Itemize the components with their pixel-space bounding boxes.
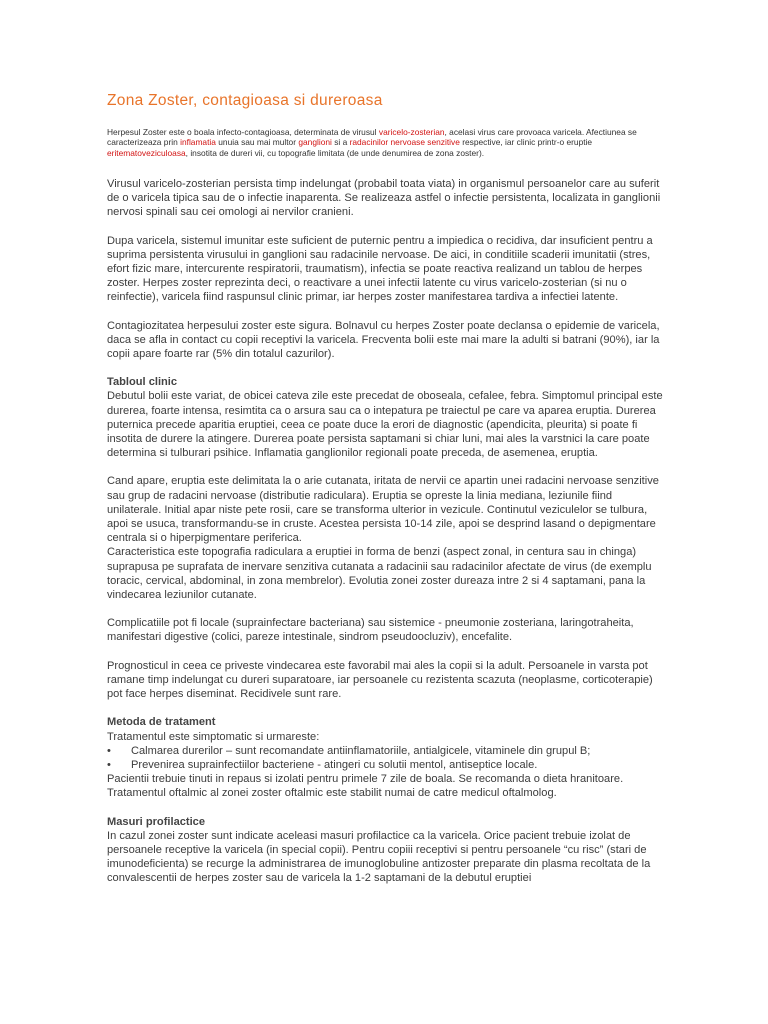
list-item-text: Calmarea durerilor – sunt recomandate antiinflamatoriile, antialgicele, vitaminele din grupul B; [131, 744, 591, 757]
heading-treatment: Metoda de tratament [107, 716, 216, 729]
paragraph-contagiousness: Contagiozitatea herpesului zoster este sigura. Bolnavul cu herpes Zoster poate declansa o epidemie de varicela, daca se afla in contact cu copii receptivi la varicela. Frecventa bolii este mai mare la adulti si batrani (90%), iar la copii apare foarte rar (5% din totalul cazurilor). [107, 319, 660, 361]
intro-text: unuia sau mai multor [215, 137, 299, 148]
intro-paragraph [107, 127, 667, 158]
paragraph-prevention: In cazul zonei zoster sunt indicate aceleasi masuri profilactice ca la varicela. Orice pacient trebuie izolat de persoanele receptive la varicela (in special copii). Pentru copiii receptivi si pentru persoanele “cu risc” (stari de imunodeficienta) se recurge la administrarea de imunoglobuline antizoster preparate din plasma recoltata de la convalescentii de herpes zoster sau de varicela la 1-2 saptamani de la debutul eruptiei [107, 829, 651, 885]
paragraph-eruption: Cand apare, eruptia este delimitata la o arie cutanata, iritata de nervii ce apartin unei radacini nervoase senzitive sau grup de radacini nervoase (distributie radiculara). Eruptia se opreste la linia mediana, leziunile fiind unilaterale. Initial apar niste pete rosii, care se transforma ulterior in vezicule. Continutul veziculelor se tulbura, apoi se usuca, transformandu-se in cruste. Acestea persista 10-14 zile, apoi se desprind lasand o depigmentare centrala si o hiperpigmentare periferica. [107, 475, 659, 545]
heading-prevention: Masuri profilactice [107, 815, 206, 828]
intro-highlight: radacinilor nervoase senzitive [349, 137, 460, 148]
paragraph-topography: Caracteristica este topografia radiculara a eruptiei in forma de benzi (aspect zonal, in centura sau in chinga) suprapusa pe suprafata de inervare senzitiva cutanata a radacinii sau radacinilor afectate de virus (de exemplu toracic, cervical, abdominal, in zona membrelor). Evolutia zonei zoster dureaza intre 2 si 4 saptamani, pana la vindecarea leziunilor cutanate. [107, 546, 652, 602]
heading-clinical-picture: Tabloul clinic [107, 376, 178, 389]
list-item [107, 758, 663, 772]
bullet-marker: • [107, 744, 111, 757]
list-item [107, 744, 663, 758]
list-item-text: Prevenirea suprainfectiilor bacteriene - atingeri cu solutii mentol, antiseptice locale. [131, 758, 538, 771]
intro-text: respective, iar clinic printr-o eruptie [459, 137, 593, 148]
paragraph-reactivation: Dupa varicela, sistemul imunitar este suficient de puternic pentru a impiedica o recidiva, dar insuficient pentru a suprima persistenta virusului in ganglioni sau radacinile nervoase. De aici, in conditiile scaderii imunitatii (stres, efort fizic mare, intercurente respiratorii, traumatism), infectia se poate reactiva realizand un tablou de herpes zoster. Herpes zoster reprezinta deci, o reactivare a unei infectii latente cu virus varicelo-zosterian (si nu o reinfectie), varicela fiind raspunsul clinic primar, iar herpes zoster manifestarea tardiva a infectiei latente. [107, 234, 653, 304]
treatment-lead: Tratamentul este simptomatic si urmareste: [107, 730, 320, 743]
intro-text: si a [331, 137, 350, 148]
intro-text: , insotita de dureri vii, cu topografie limitata (de unde denumirea de zona zoster). [185, 147, 485, 158]
intro-highlight: varicelo-zosterian [378, 127, 445, 137]
intro-highlight: inflamatia [180, 137, 216, 148]
page-title: Zona Zoster, contagioasa si dureroasa [107, 92, 383, 109]
intro-text: , acelasi virus care provoaca varicela. Afectiunea se caracterizeaza prin [107, 127, 637, 148]
paragraph-persistence: Virusul varicelo-zosterian persista timp indelungat (probabil toata viata) in organismul persoanelor care au suferit de o varicela tipica sau de o infectie inaparenta. Se realizeaza astfel o infectie persistenta, localizata in ganglionii nervosi spinali sau cei omologi ai nervilor cranieni. [107, 178, 661, 219]
intro-text: Herpesul Zoster este o boala infecto-contagioasa, determinata de virusul [107, 127, 379, 137]
paragraph-rest: Pacientii trebuie tinuti in repaus si izolati pentru primele 7 zile de boala. Se recomanda o dieta hranitoare. [107, 773, 624, 786]
paragraph-onset: Debutul bolii este variat, de obicei cateva zile este precedat de oboseala, cefalee, febra. Simptomul principal este durerea, foarte intensa, resimtita ca o arsura sau ca o intepatura pe traiectul pe care va aparea eruptia. Durerea puternica precede aparitia eruptiei, ceea ce poate duce la erori de diagnostic (apendicita, pleurita) si poate fi insotita de durere la atingere. Durerea poate persista saptamani si chiar luni, mai ales la varstnici la care poate determina si tulburari psihice. Inflamatia ganglionilor regionali poate preceda, de asemenea, eruptia. [107, 390, 663, 460]
paragraph-complications: Complicatiile pot fi locale (suprainfectare bacteriana) sau sistemice - pneumonie zosteriana, laringotraheita, manifestari digestive (colici, pareze intestinale, sindrom pseudoocluziv), encefalite. [107, 617, 634, 644]
paragraph-prognosis: Prognosticul in ceea ce priveste vindecarea este favorabil mai ales la copii si la adult. Persoanele in varsta pot ramane timp indelungat cu dureri suparatoare, iar persoanele cu rezistenta scazuta (neoplasme, corticoterapie) pot face herpes diseminat. Recidivele sunt rare. [107, 659, 653, 701]
intro-highlight: ganglioni [298, 137, 332, 148]
intro-highlight: eritematoveziculoasa [107, 147, 186, 158]
paragraph-ophthalmic: Tratamentul oftalmic al zonei zoster oftalmic este stabilit numai de catre medicul oftalmolog. [107, 787, 557, 800]
bullet-marker: • [107, 758, 111, 771]
article-body [107, 177, 663, 886]
